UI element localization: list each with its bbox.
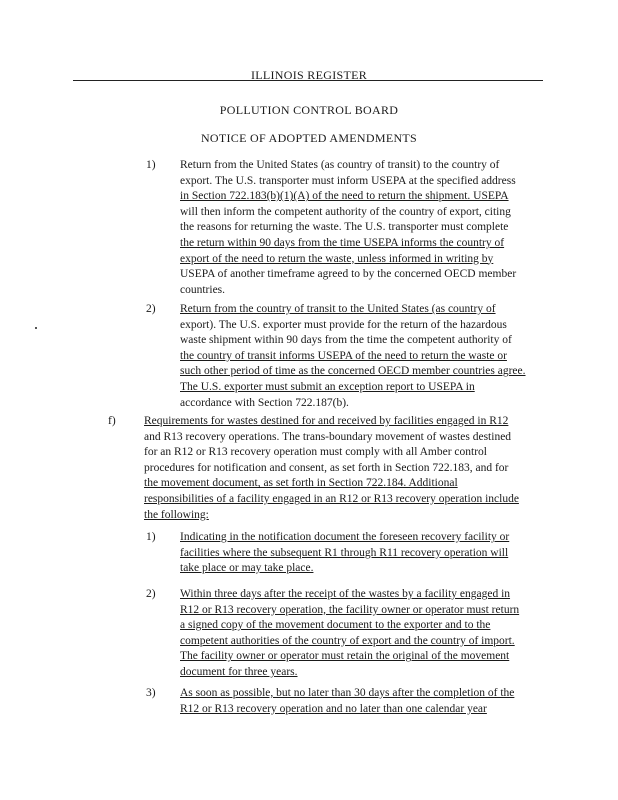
paragraph-line: USEPA of another timeframe agreed to by the concerned OECD member (180, 268, 517, 281)
paragraph-line: As soon as possible, but no later than 30 days after the completion of the (180, 687, 515, 699)
paragraph-line: Requirements for wastes destined for and received by facilities engaged in R12 (144, 415, 509, 427)
paragraph-line: Indicating in the notification document the foreseen recovery facility or (180, 531, 510, 543)
paragraph-line: document for three years. (180, 665, 298, 678)
paragraph-line: responsibilities of a facility engaged in an R12 or R13 recovery operation include (144, 492, 519, 505)
board-name: POLLUTION CONTROL BOARD (219, 103, 399, 117)
margin-mark (35, 327, 37, 329)
paragraph-line: the following: (144, 508, 209, 521)
paragraph-line: take place or may take place. (180, 562, 314, 575)
notice-title: NOTICE OF ADOPTED AMENDMENTS (200, 131, 418, 145)
paragraph-line: Return from the country of transit to the United States (as country of (180, 303, 496, 315)
paragraph-line: and R13 recovery operations. The trans-boundary movement of wastes destined (144, 430, 512, 443)
header-rule (73, 80, 543, 81)
paragraph-line: the movement document, as set forth in Section 722.184. Additional (144, 477, 458, 490)
paragraph-line: procedures for notification and consent, as set forth in Section 722.183, and for (144, 461, 509, 474)
paragraph-line: the country of transit informs USEPA of the need to return the waste or (180, 349, 507, 362)
item-number: 2) (146, 588, 156, 600)
paragraph-line: will then inform the competent authority of the country of export, citing (180, 205, 511, 218)
paragraph-line: the return within 90 days from the time USEPA informs the country of (180, 236, 505, 249)
paragraph-line: R12 or R13 recovery operation and no later than one calendar year (180, 702, 487, 715)
paragraph-line: countries. (180, 283, 226, 296)
paragraph-line: Within three days after the receipt of the wastes by a facility engaged in (180, 588, 511, 600)
paragraph-f (144, 414, 519, 523)
item-number: 1) (146, 531, 156, 543)
item-number: 1) (146, 159, 156, 171)
paragraph-line: The U.S. exporter must submit an exception report to USEPA in (180, 380, 475, 393)
paragraph-line: competent authorities of the country of export and the country of import. (180, 634, 515, 647)
paragraph-f1 (180, 530, 509, 577)
item-number: 2) (146, 303, 156, 315)
paragraph-line: the reasons for returning the waste. The U.S. transporter must complete (180, 221, 509, 234)
paragraph-line: Return from the United States (as country of transit) to the country of (180, 159, 500, 171)
paragraph-line: in Section 722.183(b)(1)(A) of the need to return the shipment. USEPA (180, 190, 509, 203)
paragraph-line: waste shipment within 90 days from the time the competent authority of (180, 334, 512, 347)
paragraph-line: a signed copy of the movement document to the exporter and to the (180, 619, 491, 632)
paragraph-line: facilities where the subsequent R1 through R11 recovery operation will (180, 546, 509, 559)
paragraph-line: export of the need to return the waste, unless informed in writing by (180, 252, 494, 265)
paragraph-line: export). The U.S. exporter must provide for the return of the hazardous (180, 318, 507, 331)
item-number: 3) (146, 687, 156, 699)
paragraph-e2 (180, 302, 526, 411)
paragraph-e1 (180, 158, 516, 298)
register-title: ILLINOIS REGISTER (250, 68, 368, 82)
item-number: f) (108, 415, 116, 427)
paragraph-line: such other period of time as the concerned OECD member countries agree. (180, 365, 526, 378)
paragraph-line: accordance with Section 722.187(b). (180, 396, 349, 409)
paragraph-line: for an R12 or R13 recovery operation must comply with all Amber control (144, 446, 488, 459)
paragraph-line: The facility owner or operator must retain the original of the movement (180, 650, 510, 663)
paragraph-f3 (180, 686, 514, 717)
paragraph-line: R12 or R13 recovery operation, the facility owner or operator must return (180, 603, 520, 616)
paragraph-line: export. The U.S. transporter must inform USEPA at the specified address (180, 174, 516, 187)
paragraph-f2 (180, 587, 519, 681)
